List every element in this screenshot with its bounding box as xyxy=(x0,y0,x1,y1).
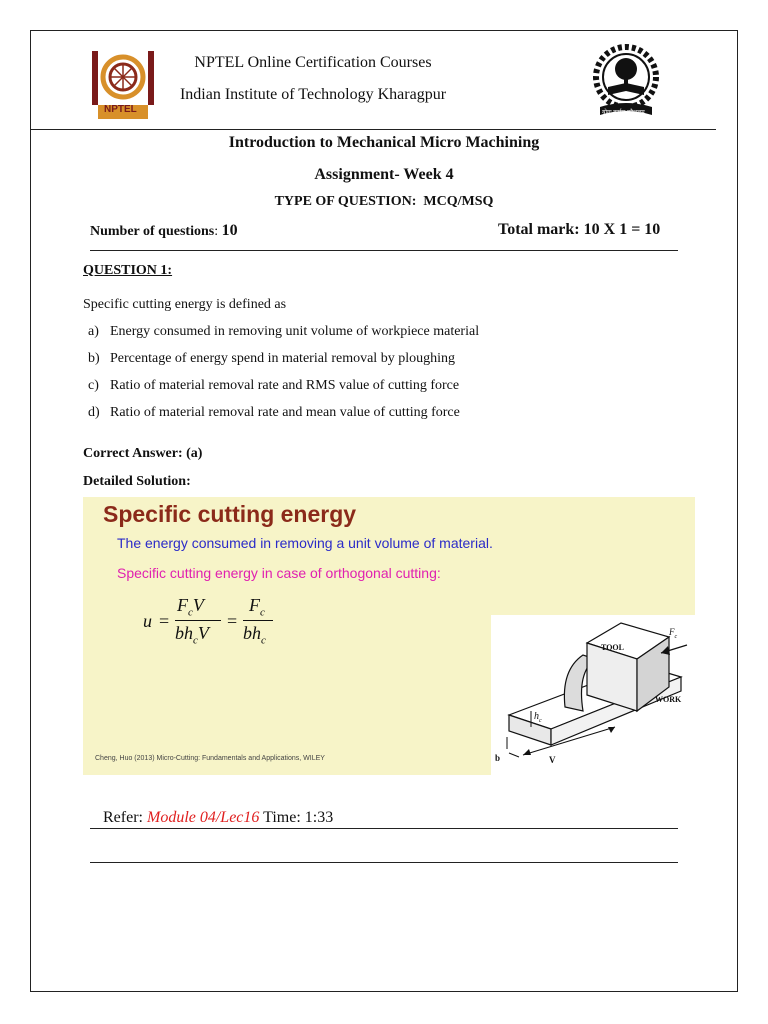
total-mark: Total mark: 10 X 1 = 10 xyxy=(498,221,661,238)
fraction-1-numerator: $F_cV$ xyxy=(177,595,204,619)
fraction-2-numerator: $F_c$ xyxy=(249,595,265,619)
equation-equals-2: = xyxy=(227,611,238,631)
option-letter: d) xyxy=(88,405,100,420)
slide-definition: The energy consumed in removing a unit volume of material. xyxy=(117,535,493,551)
org-line: NPTEL Online Certification Courses xyxy=(194,54,432,71)
iit-kharagpur-logo xyxy=(590,43,662,121)
slide-title: Specific cutting energy xyxy=(103,501,357,527)
equation-equals-1: = xyxy=(159,611,170,631)
num-questions-label: Number of questions xyxy=(90,224,215,239)
assignment-title: Assignment- Week 4 xyxy=(314,166,454,183)
detailed-solution-label: Detailed Solution: xyxy=(83,474,191,489)
nptel-logo-text: NPTEL xyxy=(104,104,137,115)
correct-answer: Correct Answer: (a) xyxy=(83,446,203,461)
answer-line-2 xyxy=(90,862,678,863)
option-text: Ratio of material removal rate and RMS value of cutting force xyxy=(110,378,460,393)
option-letter: c) xyxy=(88,378,99,393)
option-text: Percentage of energy spend in material removal by ploughing xyxy=(110,351,455,366)
refer-time: Time: 1:33 xyxy=(259,809,334,826)
orthogonal-cutting-figure xyxy=(491,615,695,775)
refer-line xyxy=(95,791,333,827)
slide-citation: Cheng, Huo (2013) Micro-Cutting: Fundamentals and Applications, WILEY xyxy=(95,755,325,762)
velocity-label: V xyxy=(549,755,556,765)
num-questions-value: 10 xyxy=(221,222,238,239)
force-label: $F_c$ xyxy=(669,627,678,640)
option-text: Ratio of material removal rate and mean value of cutting force xyxy=(110,405,460,420)
option-c[interactable] xyxy=(88,378,459,394)
question-stem: Specific cutting energy is defined as xyxy=(83,297,287,312)
refer-prefix: Refer: xyxy=(103,809,147,826)
slide-subheading: Specific cutting energy in case of orthogonal cutting: xyxy=(117,565,441,581)
meta-rule xyxy=(90,250,678,251)
question-type: TYPE OF QUESTION: MCQ/MSQ xyxy=(274,194,494,209)
option-a[interactable] xyxy=(88,324,479,340)
option-b[interactable] xyxy=(88,351,455,367)
option-letter: a) xyxy=(88,324,99,339)
course-title: Introduction to Mechanical Micro Machining xyxy=(228,134,540,151)
fraction-2-bar xyxy=(243,620,273,621)
module-reference[interactable]: Module 04/Lec16 xyxy=(146,809,260,826)
header-rule xyxy=(30,129,716,130)
option-d[interactable] xyxy=(88,405,460,421)
fraction-1-denominator: $bh_cV$ xyxy=(175,623,209,647)
fraction-2-denominator: $bh_c$ xyxy=(243,623,266,647)
institute-line: Indian Institute of Technology Kharagpur xyxy=(179,86,447,103)
chip-thickness-label: $h_c$ xyxy=(534,711,542,724)
equation-u: u xyxy=(143,611,152,631)
width-label: b xyxy=(495,753,501,763)
tool-label: TOOL xyxy=(601,643,624,652)
answer-line-1 xyxy=(90,828,678,829)
iit-logo-motto: योगः कर्मसु कौशलम् xyxy=(602,110,645,116)
option-letter: b) xyxy=(88,351,100,366)
option-text: Energy consumed in removing unit volume of workpiece material xyxy=(110,324,480,339)
question-heading: QUESTION 1: xyxy=(83,263,173,278)
number-of-questions: Number of questions: 10 xyxy=(90,222,238,239)
solution-slide xyxy=(83,497,695,775)
work-label: WORK xyxy=(655,695,682,704)
fraction-1-bar xyxy=(175,620,221,621)
